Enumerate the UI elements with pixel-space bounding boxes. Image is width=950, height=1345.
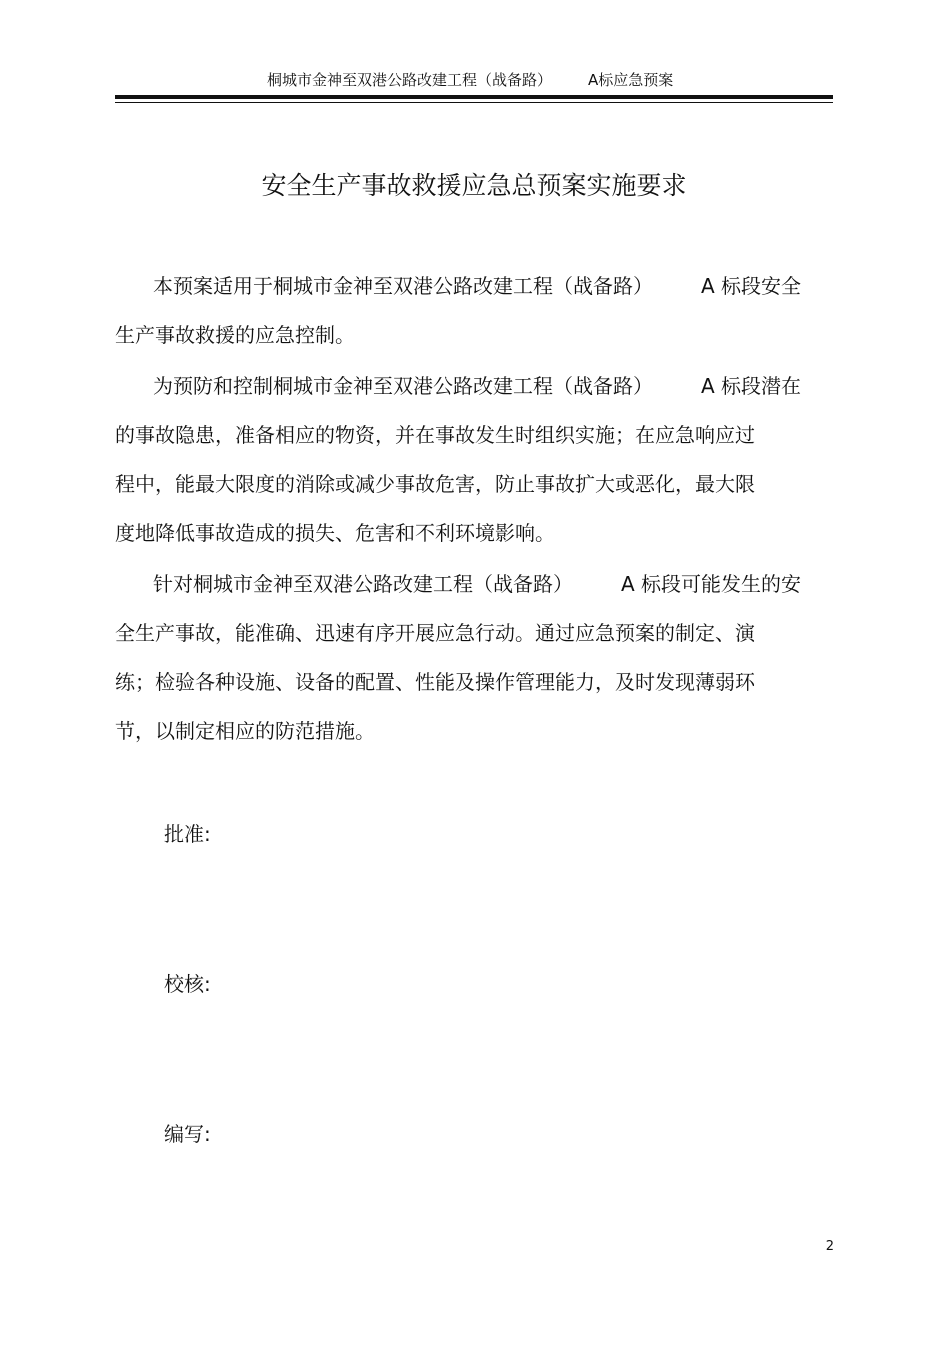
approve-label: 批准:: [164, 822, 211, 846]
paragraph-objective: [115, 560, 830, 756]
page-header: [115, 66, 833, 94]
paragraph-line: 度地降低事故造成的损失、危害和不利环境影响。: [115, 521, 555, 545]
line-text-section: A 标段潜在: [701, 374, 802, 398]
paragraph-line: 节，以制定相应的防范措施。: [115, 719, 375, 743]
paragraph-line: [115, 560, 830, 609]
paragraph-line: 的事故隐患，准备相应的物资，并在事故发生时组织实施；在应急响应过: [115, 423, 755, 447]
author-label: 编写:: [164, 1122, 211, 1146]
line-text: 本预案适用于桐城市金神至双港公路改建工程（战备路）: [153, 274, 653, 298]
header-project-name: 桐城市金神至双港公路改建工程（战备路）: [267, 71, 553, 89]
paragraph-line: [115, 362, 830, 411]
line-text: 针对桐城市金神至双港公路改建工程（战备路）: [153, 572, 573, 596]
paragraph-line: 生产事故救援的应急控制。: [115, 323, 355, 347]
review-label: 校核:: [164, 972, 211, 996]
line-text-section: A 标段可能发生的安: [621, 572, 802, 596]
paragraph-line: [115, 262, 830, 311]
header-rule-thin: [115, 102, 833, 103]
line-text: 为预防和控制桐城市金神至双港公路改建工程（战备路）: [153, 374, 653, 398]
paragraph-line: 程中，能最大限度的消除或减少事故危害，防止事故扩大或恶化，最大限: [115, 472, 755, 496]
line-text-section: A 标段安全: [701, 274, 802, 298]
paragraph-purpose: [115, 362, 830, 558]
paragraph-scope: [115, 262, 830, 360]
header-document-type: A标应急预案: [588, 71, 674, 89]
document-title: 安全生产事故救援应急总预案实施要求: [261, 171, 687, 200]
page-number: 2: [825, 1239, 834, 1254]
paragraph-line: 全生产事故，能准确、迅速有序开展应急行动。通过应急预案的制定、演: [115, 621, 755, 645]
header-rule-thick: [115, 95, 833, 99]
paragraph-line: 练；检验各种设施、设备的配置、性能及操作管理能力，及时发现薄弱环: [115, 670, 755, 694]
